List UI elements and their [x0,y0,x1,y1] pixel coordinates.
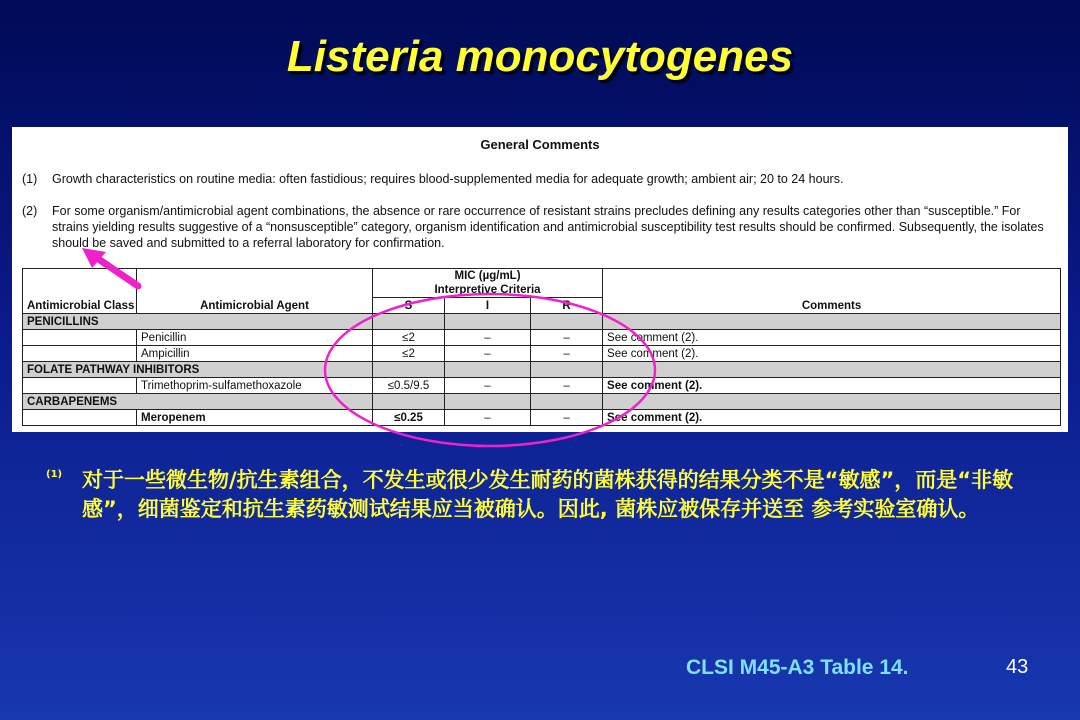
header-antimicrobial-agent: Antimicrobial Agent [137,269,373,314]
header-comments: Comments [603,269,1061,314]
mic-r: – [531,410,603,426]
section-label: PENICILLINS [23,314,373,330]
header-i: I [445,298,531,314]
mic-r: – [531,378,603,394]
mic-s: ≤2 [373,346,445,362]
comment-text: For some organism/antimicrobial agent combinations, the absence or rare occurrence of resistant strains precludes defining any results categories other than “susceptible.” For strains yielding results suggestive of a “nonsusceptible” category, organism identification and antimicrobial susceptibility test results should be confirmed. Subsequently, the isolates should be saved and submitted to a referral laboratory for confirmation. [52,204,1044,250]
comment-number: (2) [22,204,38,218]
comment-number: (1) [22,172,38,186]
mic-r: – [531,346,603,362]
source-citation: CLSI M45-A3 Table 14. [686,656,909,679]
agent-comment: See comment (2). [603,330,1061,346]
mic-s: ≤2 [373,330,445,346]
pink-ellipse-annotation [322,291,658,449]
general-comments-heading: General Comments [480,137,600,152]
comment-text: Growth characteristics on routine media: often fastidious; requires blood-supplemented media for adequate growth; ambient air; 20 to 24 hours. [52,172,844,186]
general-comment-2 [22,203,1058,251]
mic-i: – [445,410,531,426]
pink-arrow-annotation [78,244,148,294]
mic-i: – [445,346,531,362]
chinese-translation-note [46,466,1036,524]
agent-name: Ampicillin [137,346,373,362]
agent-name: Trimethoprim-sulfamethoxazole [137,378,373,394]
general-comment-1 [22,171,1058,187]
header-antimicrobial-class: Antimicrobial Class [23,269,137,314]
mic-r: – [531,330,603,346]
agent-comment: See comment (2). [603,378,1061,394]
page-number: 43 [1006,656,1029,678]
header-s: S [373,298,445,314]
section-label: FOLATE PATHWAY INHIBITORS [23,362,373,378]
header-interpretive-criteria: Interpretive Criteria [434,284,541,296]
agent-name: Penicillin [137,330,373,346]
mic-i: – [445,330,531,346]
agent-comment: See comment (2). [603,410,1061,426]
header-mic-units: MIC (µg/mL) [454,270,521,282]
header-r: R [531,298,603,314]
mic-s: ≤0.25 [373,410,445,426]
note-text: 对于一些微生物/抗生素组合，不发生或很少发生耐药的菌株获得的结果分类不是“敏感”，而是“非敏感”，细菌鉴定和抗生素药敏测试结果应当被确认。因此, 菌株应被保存并送至 参考实验室确认。 [82,468,1014,521]
mic-s: ≤0.5/9.5 [373,378,445,394]
section-label: CARBAPENEMS [23,394,373,410]
agent-name: Meropenem [137,410,373,426]
note-marker: (1) [46,469,63,480]
agent-comment: See comment (2). [603,346,1061,362]
mic-i: – [445,378,531,394]
slide-title: Listeria monocytogenes [286,32,794,81]
